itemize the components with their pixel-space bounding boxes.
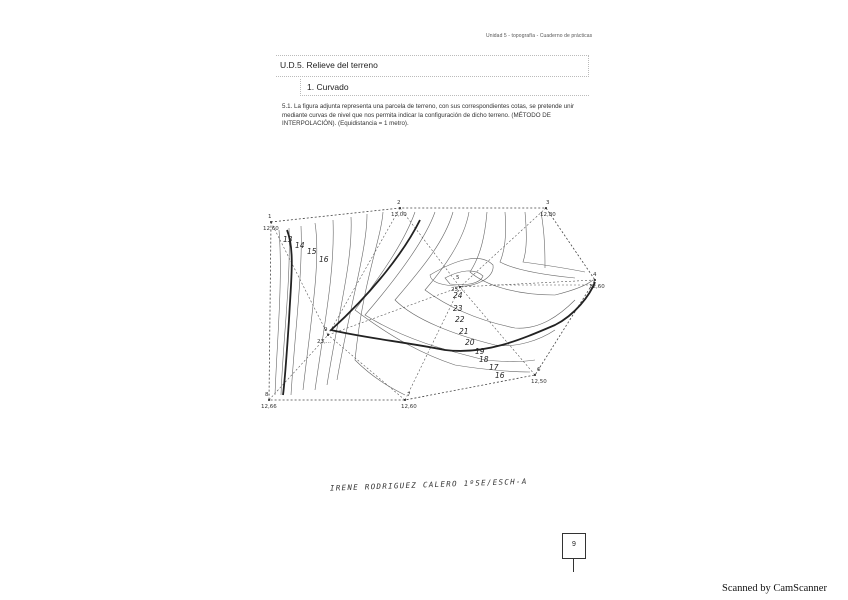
contour-lines (275, 212, 593, 395)
point-id-6: 6 (537, 367, 541, 373)
point-id-2: 2 (397, 200, 401, 206)
contour-label: 19 (475, 347, 485, 356)
running-header: Unidad 5 - topografía - Cuaderno de prácticas (486, 33, 593, 39)
point-elev-4: 12,60 (589, 284, 605, 290)
point-id-9: 9 (324, 327, 328, 333)
contour-label: 14 (295, 241, 305, 250)
unit-title: U.D.5. Relieve del terreno (280, 60, 378, 70)
contour-label: 16 (319, 255, 329, 264)
point-elev-2: 13,00 (391, 212, 407, 218)
point-elev-5: 25,... (451, 287, 465, 293)
point-id-1: 1 (268, 214, 272, 220)
point-id-3: 3 (546, 200, 550, 206)
contour-label: 23 (453, 304, 463, 313)
contour-map-figure (255, 190, 625, 415)
point-elev-3: 12,80 (540, 212, 556, 218)
point-elev-8: 12,66 (261, 404, 277, 410)
contour-value-labels (283, 235, 505, 380)
contour-label: 13 (283, 235, 293, 244)
handwritten-signature: IRENE RODRIGUEZ CALERO 1ºSE/ESCH-A (329, 476, 528, 493)
page-number-box (562, 533, 586, 559)
point-elev-9: 23,... (317, 339, 331, 345)
contour-label: 18 (479, 355, 489, 364)
point-id-7: 7 (407, 392, 411, 398)
contour-label: 17 (489, 363, 499, 372)
contour-label: 20 (465, 338, 475, 347)
point-elev-7: 12,60 (401, 404, 417, 410)
page-number-tick (573, 558, 574, 572)
point-elev-6: 12,50 (531, 379, 547, 385)
exercise-text: 5.1. La figura adjunta representa una parcela de terreno, con sus correspondientes cotas, se pretende unir mediante curvas de nivel que nos permita indicar la configuración de dicho terreno. (MÉTODO DE INTERPOLACIÓN). (Equidistancia = 1 metro). (282, 103, 575, 128)
contour-label: 24 (453, 291, 463, 300)
section-heading-box (300, 79, 589, 96)
section-title: 1. Curvado (307, 82, 349, 92)
contour-label: 16 (495, 371, 505, 380)
page-number: 9 (572, 541, 576, 548)
contour-label: 15 (307, 247, 317, 256)
contour-label: 22 (455, 315, 465, 324)
unit-heading-box (276, 55, 589, 77)
point-elev-1: 12,60 (263, 226, 279, 232)
scanner-watermark: Scanned by CamScanner (722, 583, 827, 594)
contour-label: 21 (459, 327, 469, 336)
point-id-4: 4 (593, 272, 597, 278)
point-id-5: 5 (456, 275, 460, 281)
point-id-8: 8 (265, 392, 269, 398)
